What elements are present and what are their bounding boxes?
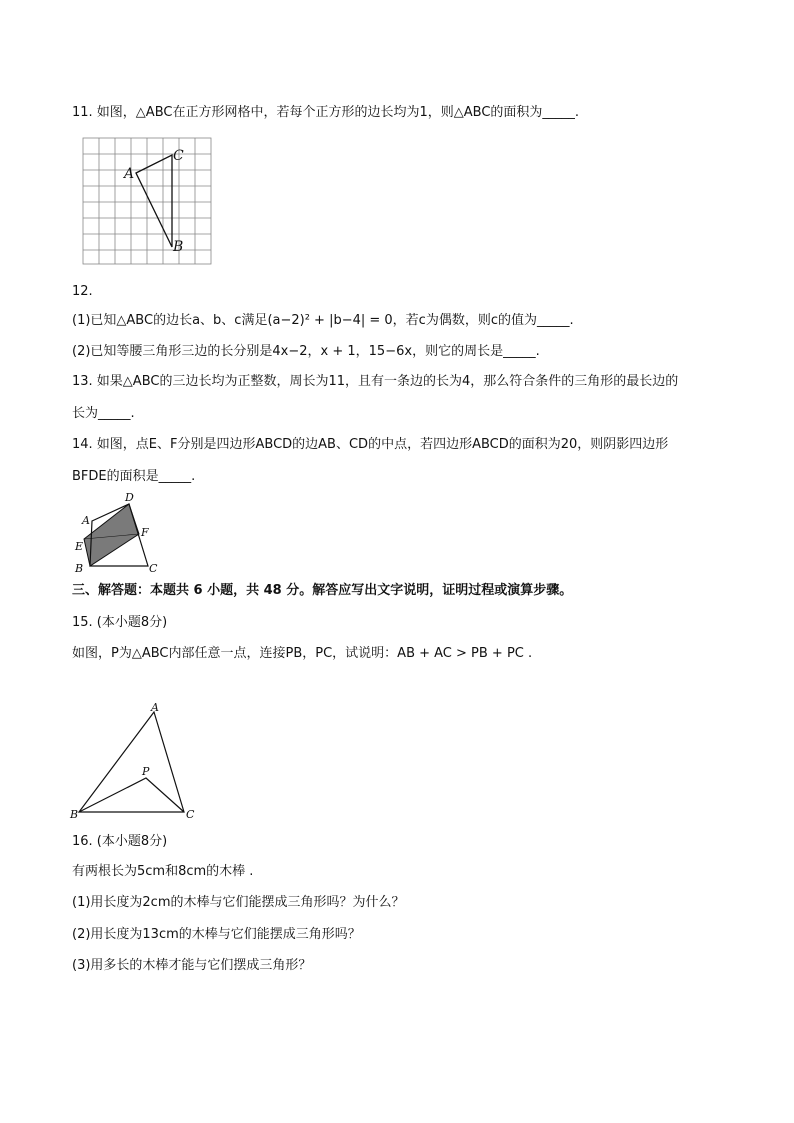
label-a: A — [151, 701, 159, 714]
segments-pb-pc — [79, 778, 184, 812]
label-c: C — [149, 562, 158, 575]
q11-grid-figure — [82, 137, 212, 265]
label-b: B — [75, 562, 84, 575]
triangle-abc — [136, 155, 172, 247]
section-heading: 三、解答题：本题共 6 小题，共 48 分。解答应写出文字说明，证明过程或演算步骤。 — [72, 583, 573, 598]
q16-intro: 有两根长为5cm和8cm的木棒 . — [72, 864, 254, 879]
q14-line1: 14. 如图，点E、F分别是四边形ABCD的边AB、CD的中点，若四边形ABCD的面积为20，则阴影四边形 — [72, 437, 669, 452]
q15-text: 如图，P为△ABC内部任意一点，连接PB，PC，试说明：AB + AC > PB + PC . — [72, 646, 533, 661]
q16-part1: (1)用长度为2cm的木棒与它们能摆成三角形吗？为什么？ — [72, 895, 405, 910]
q12-part2: (2)已知等腰三角形三边的长分别是4x−2，x + 1，15−6x，则它的周长是_____. — [72, 344, 540, 359]
q14-line2: BFDE的面积是_____. — [72, 469, 196, 484]
q15-header: 15. (本小题8分) — [72, 615, 168, 630]
square-grid — [83, 138, 211, 264]
q12-part1: (1)已知△ABC的边长a、b、c满足(a−2)² + |b−4| = 0，若c为偶数，则c的值为_____. — [72, 313, 574, 328]
label-e: E — [75, 540, 84, 553]
q16-header: 16. (本小题8分) — [72, 834, 168, 849]
label-c: C — [173, 148, 184, 164]
q15-triangle-figure — [68, 702, 200, 820]
label-a: A — [82, 514, 90, 527]
q13-line1: 13. 如果△ABC的三边长均为正整数，周长为11，且有一条边的长为4，那么符合条件的三角形的最长边的 — [72, 374, 679, 389]
q13-line2: 长为_____. — [72, 406, 135, 421]
q11-text: 11. 如图，△ABC在正方形网格中，若每个正方形的边长均为1，则△ABC的面积为_____. — [72, 105, 580, 120]
q12-number: 12. — [72, 284, 93, 299]
label-c: C — [186, 808, 195, 821]
q16-part2: (2)用长度为13cm的木棒与它们能摆成三角形吗？ — [72, 927, 361, 942]
label-b: B — [173, 239, 184, 255]
label-f: F — [141, 526, 149, 539]
q16-part3: (3)用多长的木棒才能与它们摆成三角形？ — [72, 958, 312, 973]
label-b: B — [70, 808, 79, 821]
label-d: D — [125, 491, 134, 504]
label-p: P — [142, 765, 150, 778]
q14-quadrilateral-figure — [72, 490, 162, 575]
triangle-abc — [79, 712, 184, 812]
label-a: A — [124, 166, 135, 182]
